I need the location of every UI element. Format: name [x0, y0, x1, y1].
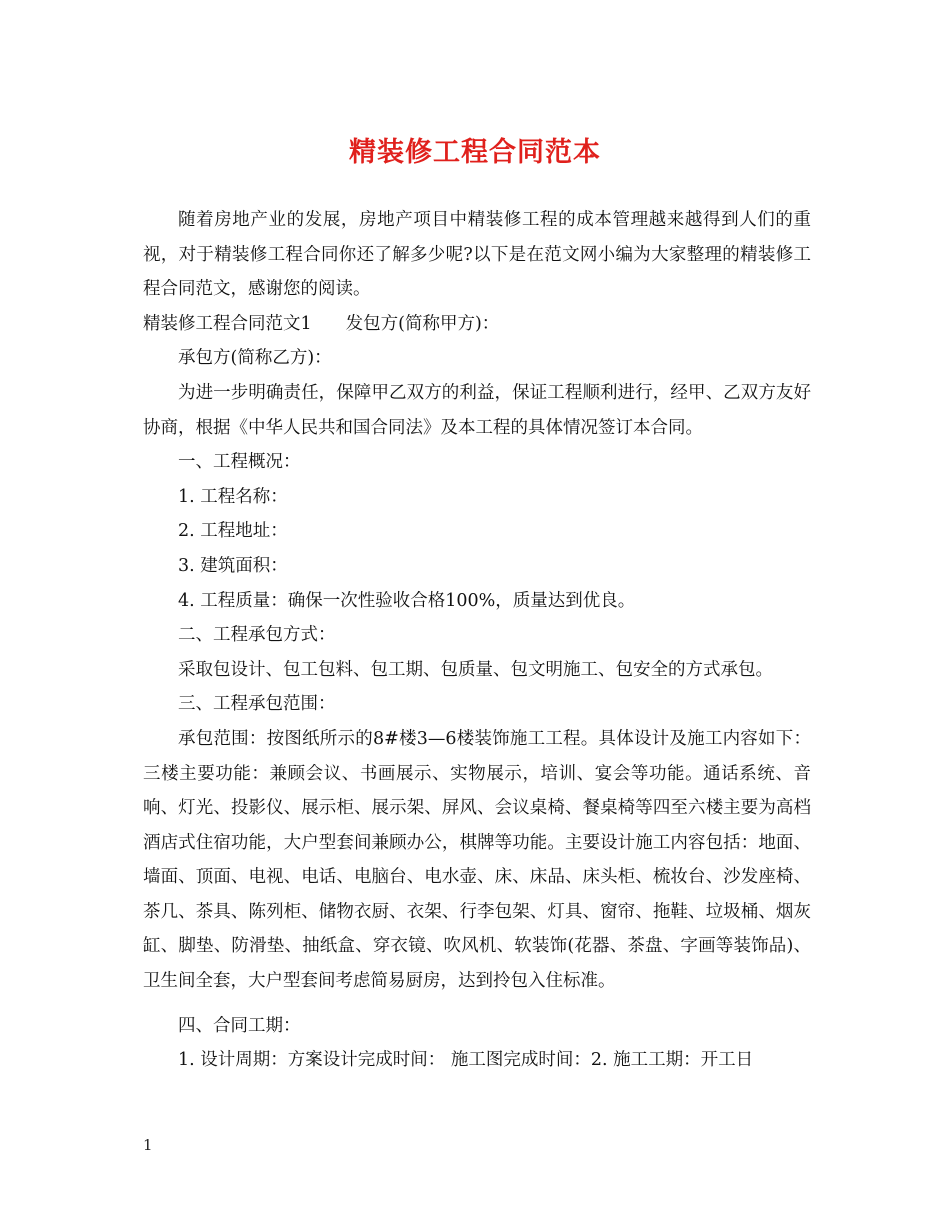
list-item: 4. 工程质量：确保一次性验收合格100%，质量达到优良。 — [178, 590, 636, 611]
section-heading: 二、工程承包方式： — [178, 625, 336, 646]
document-body — [143, 203, 811, 1078]
party-b-label: 承包方(简称乙方)： — [178, 348, 332, 369]
section-paragraph: 1. 设计周期：方案设计完成时间： 施工图完成时间：2. 施工工期：开工日 — [178, 1050, 754, 1071]
section-paragraph: 承包范围：按图纸所示的8#楼3—6楼装饰施工工程。具体设计及施工内容如下：三楼主要功能：兼顾会议、书画展示、实物展示，培训、宴会等功能。通话系统、音响、灯光、投影仪、展示柜、展示架、屏风、会议桌椅、餐桌椅等四至六楼主要为高档酒店式住宿功能，大户型套间兼顾办公，棋牌等功能。主要设计施工内容包括：地面、墙面、顶面、电视、电话、电脑台、电水壶、床、床品、床头柜、梳妆台、沙发座椅、茶几、茶具、陈列柜、储物衣厨、衣架、行李包架、灯具、窗帘、拖鞋、垃圾桶、烟灰缸、脚垫、防滑垫、抽纸盒、穿衣镜、吹风机、软装饰(花器、茶盘、字画等装饰品)、卫生间全套，大户型套间考虑简易厨房，达到拎包入住标准。 — [143, 728, 811, 992]
section-heading: 一、工程概况： — [178, 452, 301, 473]
list-item: 2. 工程地址： — [178, 521, 288, 542]
contract-heading: 精装修工程合同范文1 — [143, 313, 312, 334]
contract-heading-line — [143, 307, 811, 342]
list-item: 3. 建筑面积： — [178, 555, 288, 576]
section-heading: 三、工程承包范围： — [178, 694, 336, 715]
page-number: 1 — [143, 1136, 153, 1154]
section-paragraph: 采取包设计、包工包料、包工期、包质量、包文明施工、包安全的方式承包。 — [178, 659, 773, 680]
preamble-paragraph: 为进一步明确责任，保障甲乙双方的利益，保证工程顺利进行，经甲、乙双方友好协商，根据《中华人民共和国合同法》及本工程的具体情况签订本合同。 — [143, 382, 811, 438]
document-title: 精装修工程合同范本 — [349, 137, 601, 168]
intro-paragraph: 随着房地产业的发展，房地产项目中精装修工程的成本管理越来越得到人们的重视，对于精装修工程合同你还了解多少呢?以下是在范文网小编为大家整理的精装修工程合同范文，感谢您的阅读。 — [143, 210, 811, 300]
party-a-label: 发包方(简称甲方)： — [345, 313, 500, 334]
list-item: 1. 工程名称： — [178, 486, 288, 507]
section-heading: 四、合同工期： — [178, 1015, 301, 1036]
